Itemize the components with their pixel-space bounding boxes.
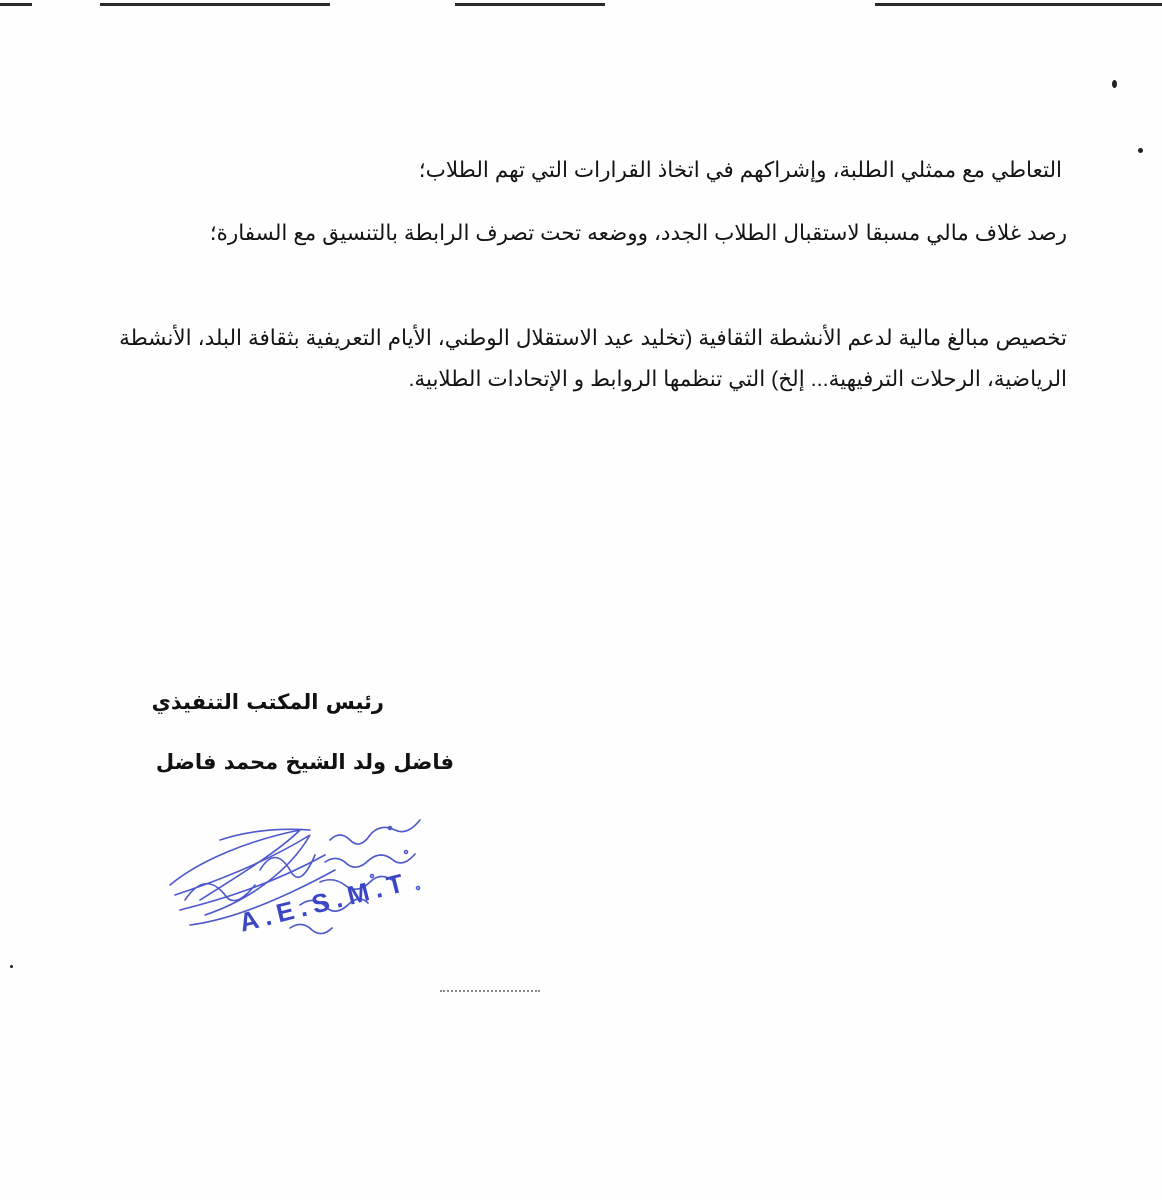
paragraph-cultural-activities: تخصيص مبالغ مالية لدعم الأنشطة الثقافية (تخليد عيد الاستقلال الوطني، الأيام التعريفية بثقافة البلد، الأنشطة الرياضية، الرحلات الترفيهية... إلخ) التي تنظمها الروابط و الإتحادات الطلابية. <box>119 326 1067 391</box>
signatory-name: فاضل ولد الشيخ محمد فاضل <box>155 750 454 774</box>
scan-speck <box>10 965 13 968</box>
scan-top-edge <box>0 0 1162 10</box>
signatory-title: رئيس المكتب التنفيذي <box>151 690 384 714</box>
scan-speck <box>1112 80 1117 88</box>
paragraph-new-students-budget: رصد غلاف مالي مسبقا لاستقبال الطلاب الجدد، ووضعه تحت تصرف الرابطة بالتنسيق مع السفارة؛ <box>209 221 1067 245</box>
paragraph-student-representatives: التعاطي مع ممثلي الطلبة، وإشراكهم في اتخاذ القرارات التي تهم الطلاب؛ <box>418 158 1062 182</box>
scan-dotted-mark <box>440 990 540 996</box>
stamp-code: A.E.S.M.T <box>236 866 413 938</box>
scan-speck <box>1138 148 1143 153</box>
